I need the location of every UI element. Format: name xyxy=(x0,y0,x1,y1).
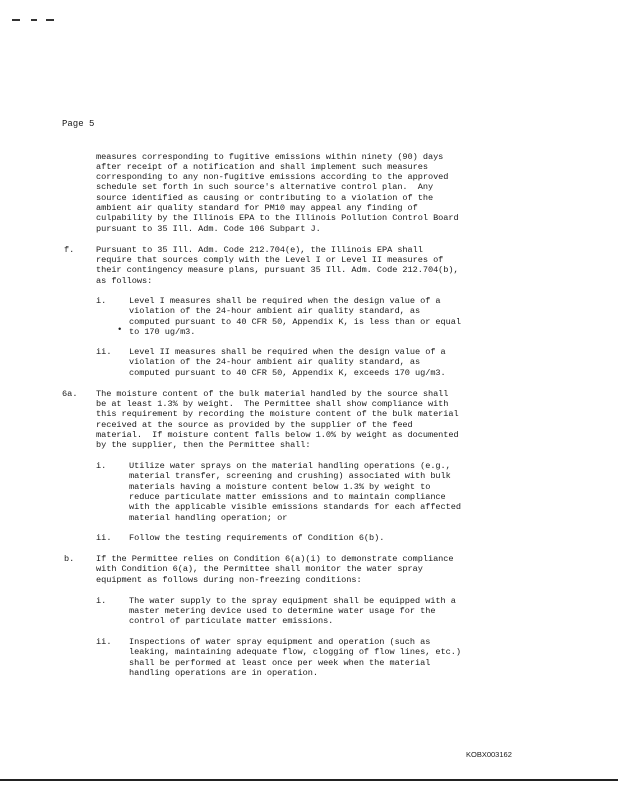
text-line: their contingency measure plans, pursuant 35 Ill. Adm. Code 212.704(b), xyxy=(96,265,459,275)
item-label: f. xyxy=(64,245,75,255)
text-line: ambient air quality standard for PM10 may appeal any finding of xyxy=(96,203,418,213)
text-line: Level II measures shall be required when the design value of a xyxy=(129,347,446,357)
text-line: material. If moisture content falls below 1.0% by weight as documented xyxy=(96,430,459,440)
scan-mark xyxy=(31,19,37,21)
text-line: corresponding to any non-fugitive emissions according to the approved xyxy=(96,172,449,182)
page-label: Page 5 xyxy=(62,119,95,129)
text-line: schedule set forth in such source's alternative control plan. Any xyxy=(96,182,434,192)
text-line: by the supplier, then the Permittee shall: xyxy=(96,440,311,450)
text-line: leaking, maintaining adequate flow, clogging of flow lines, etc.) xyxy=(129,647,461,657)
item-label: b. xyxy=(64,554,75,564)
text-line: Utilize water sprays on the material handling operations (e.g., xyxy=(129,461,451,471)
text-line: measures corresponding to fugitive emissions within ninety (90) days xyxy=(96,152,444,162)
text-line: Pursuant to 35 Ill. Adm. Code 212.704(e), the Illinois EPA shall xyxy=(96,245,423,255)
text-line: after receipt of a notification and shall implement such measures xyxy=(96,162,428,172)
text-line: computed pursuant to 40 CFR 50, Appendix K, exceeds 170 ug/m3. xyxy=(129,368,446,378)
text-line: to 170 ug/m3. xyxy=(129,327,196,337)
text-line: require that sources comply with the Level I or Level II measures of xyxy=(96,255,444,265)
text-line: If the Permittee relies on Condition 6(a)(i) to demonstrate compliance xyxy=(96,554,454,564)
text-line: shall be performed at least once per week when the material xyxy=(129,658,431,668)
text-line: this requirement by recording the moisture content of the bulk material xyxy=(96,409,459,419)
subitem-label: i. xyxy=(96,596,107,606)
text-line: reduce particulate matter emissions and to maintain compliance xyxy=(129,492,446,502)
text-line: computed pursuant to 40 CFR 50, Appendix K, is less than or equal xyxy=(129,317,461,327)
text-line: control of particulate matter emissions. xyxy=(129,616,334,626)
subitem-label: i. xyxy=(96,461,107,471)
text-line: violation of the 24-hour ambient air quality standard, as xyxy=(129,306,421,316)
scan-mark xyxy=(12,19,20,21)
text-line: violation of the 24-hour ambient air quality standard, as xyxy=(129,357,421,367)
subitem-label: ii. xyxy=(96,533,112,543)
text-line: received at the source as provided by the supplier of the feed xyxy=(96,420,413,430)
text-line: The moisture content of the bulk material handled by the source shall xyxy=(96,389,449,399)
text-line: master metering device used to determine water usage for the xyxy=(129,606,436,616)
subitem-label: ii. xyxy=(96,637,112,647)
bates-number: KOBX003162 xyxy=(466,750,512,759)
text-line: Inspections of water spray equipment and operation (such as xyxy=(129,637,431,647)
item-label: 6a. xyxy=(62,389,78,399)
text-line: material handling operation; or xyxy=(129,513,288,523)
text-line: handling operations are in operation. xyxy=(129,668,318,678)
text-line: materials having a moisture content below 1.3% by weight to xyxy=(129,482,431,492)
text-line: as follows: xyxy=(96,276,153,286)
margin-mark: • xyxy=(117,325,123,335)
subitem-label: ii. xyxy=(96,347,112,357)
text-line: with the applicable visible emissions standards for each affected xyxy=(129,502,461,512)
text-line: source identified as causing or contributing to a violation of the xyxy=(96,193,434,203)
text-line: with Condition 6(a), the Permittee shall monitor the water spray xyxy=(96,564,423,574)
text-line: The water supply to the spray equipment shall be equipped with a xyxy=(129,596,456,606)
scan-mark xyxy=(46,19,54,21)
text-line: be at least 1.3% by weight. The Permittee shall show compliance with xyxy=(96,399,449,409)
text-line: equipment as follows during non-freezing conditions: xyxy=(96,575,362,585)
subitem-label: i. xyxy=(96,296,107,306)
text-line: pursuant to 35 Ill. Adm. Code 106 Subpart J. xyxy=(96,224,321,234)
text-line: culpability by the Illinois EPA to the Illinois Pollution Control Board xyxy=(96,213,459,223)
text-line: material transfer, screening and crushing) associated with bulk xyxy=(129,471,451,481)
text-line: Follow the testing requirements of Condition 6(b). xyxy=(129,533,385,543)
text-line: Level I measures shall be required when the design value of a xyxy=(129,296,441,306)
bottom-rule xyxy=(0,779,618,781)
